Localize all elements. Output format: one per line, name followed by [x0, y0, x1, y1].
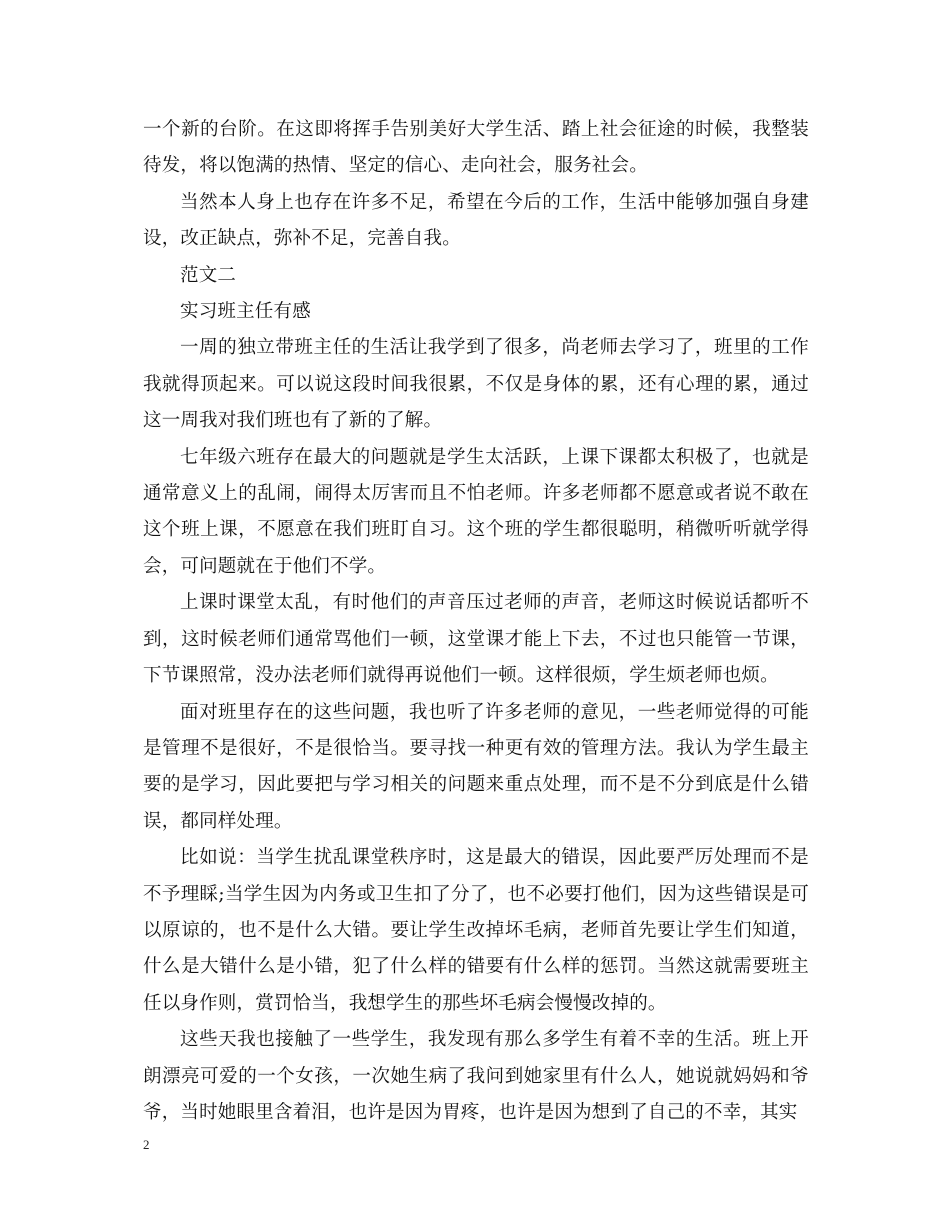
page-number: 2: [143, 1137, 150, 1152]
paragraph: 面对班里存在的这些问题，我也听了许多老师的意见，一些老师觉得的可能是管理不是很好，不是很恰当。要寻找一种更有效的管理方法。我认为学生最主要的是学习，因此要把与学习相关的问题来重点处理，而不是不分到底是什么错误，都同样处理。: [143, 701, 809, 832]
paragraph: 当然本人身上也存在许多不足，希望在今后的工作，生活中能够加强自身建设，改正缺点，弥补不足，完善自我。: [143, 191, 809, 250]
section-label: 范文二: [180, 264, 237, 286]
paragraph: 比如说：当学生扰乱课堂秩序时，这是最大的错误，因此要严厉处理而不是不予理睬;当学生因为内务或卫生扣了分了，也不必要打他们，因为这些错误是可以原谅的，也不是什么大错。要让学生改掉坏毛病，老师首先要让学生们知道，什么是大错什么是小错，犯了什么样的错要有什么样的惩罚。当然这就需要班主任以身作则，赏罚恰当，我想学生的那些坏毛病会慢慢改掉的。: [143, 847, 809, 1014]
body-text: [143, 112, 809, 1131]
paragraph: 一周的独立带班主任的生活让我学到了很多，尚老师去学习了，班里的工作我就得顶起来。可以说这段时间我很累，不仅是身体的累，还有心理的累，通过这一周我对我们班也有了新的了解。: [143, 337, 809, 432]
paragraph: 上课时课堂太乱，有时他们的声音压过老师的声音，老师这时候说话都听不到，这时候老师们通常骂他们一顿，这堂课才能上下去，不过也只能管一节课，下节课照常，没办法老师们就得再说他们一顿。这样很烦，学生烦老师也烦。: [143, 592, 809, 687]
paragraph: 这些天我也接触了一些学生，我发现有那么多学生有着不幸的生活。班上开朗漂亮可爱的一个女孩，一次她生病了我问到她家里有什么人，她说就妈妈和爷爷，当时她眼里含着泪，也许是因为胃疼，也许是因为想到了自己的不幸，其实: [143, 1029, 809, 1123]
essay-title: 实习班主任有感: [180, 301, 311, 323]
paragraph: 七年级六班存在最大的问题就是学生太活跃，上课下课都太积极了，也就是通常意义上的乱闹，闹得太厉害而且不怕老师。许多老师都不愿意或者说不敢在这个班上课，不愿意在我们班盯自习。这个班的学生都很聪明，稍微听听就学得会，可问题就在于他们不学。: [143, 446, 809, 577]
paragraph: 一个新的台阶。在这即将挥手告别美好大学生活、踏上社会征途的时候，我整装待发，将以饱满的热情、坚定的信心、走向社会，服务社会。: [143, 119, 809, 177]
